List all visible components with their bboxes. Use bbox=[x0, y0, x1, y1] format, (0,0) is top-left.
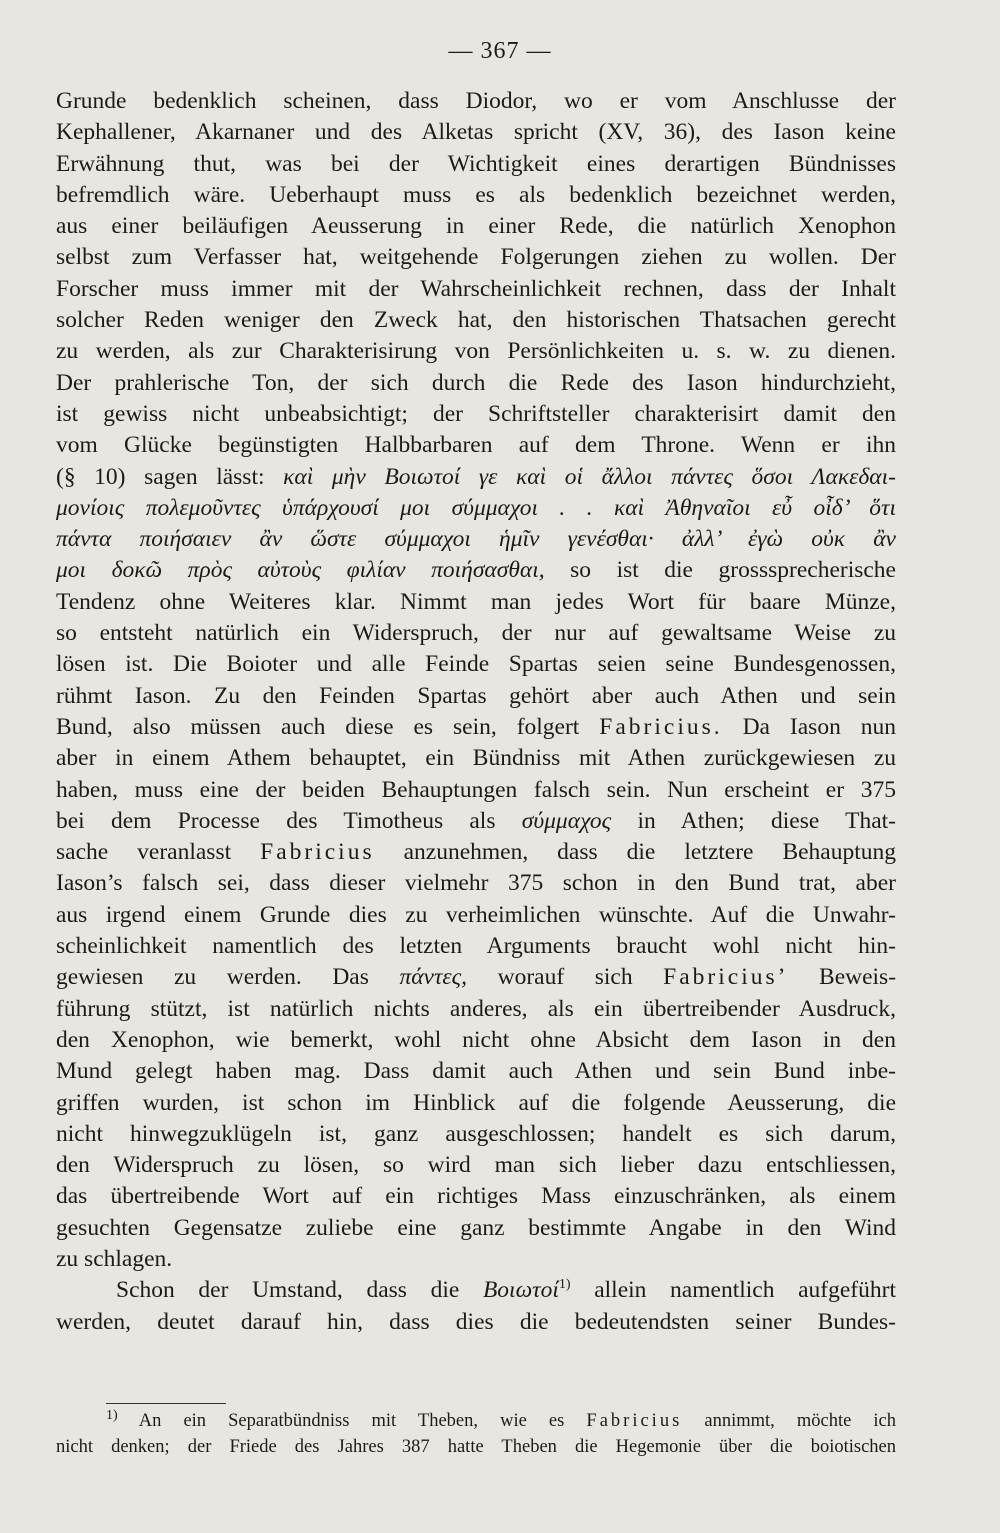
greek-quote-line: πάντα ποιήσαιεν ἂν ὥστε σύμμαχοι ἡμῖν γενέσθαι· ἀλλ’ ἐγὼ οὐκ ἂν bbox=[56, 526, 896, 553]
footnote-line bbox=[56, 1408, 896, 1434]
text-line bbox=[56, 837, 896, 868]
text-segment: sache veranlasst bbox=[56, 839, 232, 866]
page-number: — 367 — bbox=[448, 38, 552, 64]
text-segment: anzunehmen, dass die letztere Behauptung bbox=[403, 839, 897, 866]
text-segment: Bund, also müssen auch diese es sein, folgert bbox=[56, 713, 580, 740]
text-line: gesuchten Gegensatze zuliebe eine ganz bestimmte Angabe in den Wind bbox=[56, 1214, 896, 1241]
text-line bbox=[56, 712, 896, 743]
text-line: vom Glücke begünstigten Halbbarbaren auf dem Throne. Wenn er ihn bbox=[56, 432, 896, 459]
text-line: aus einer beiläufigen Aeusserung in einer Rede, die natürlich Xenophon bbox=[56, 213, 896, 240]
text-line: führung stützt, ist natürlich nichts anderes, als ein übertreibender Ausdruck, bbox=[56, 995, 896, 1022]
text-line: Tendenz ohne Weiteres klar. Nimmt man jedes Wort für baare Münze, bbox=[56, 588, 896, 615]
text-line: lösen ist. Die Boioter und alle Feinde Spartas seien seine Bundesgenossen, bbox=[56, 651, 896, 678]
text-line bbox=[56, 555, 896, 586]
text-segment: annimmt, möchte ich bbox=[704, 1411, 897, 1431]
text-line: Erwähnung thut, was bei der Wichtigkeit eines derartigen Bündnisses bbox=[56, 150, 896, 177]
footnotes bbox=[56, 1408, 896, 1460]
text-line: haben, muss eine der beiden Behauptungen falsch sein. Nun erscheint er 375 bbox=[56, 776, 896, 803]
text-line bbox=[56, 462, 896, 493]
text-line: Iason’s falsch sei, dass dieser vielmehr 375 schon in den Bund trat, aber bbox=[56, 870, 896, 897]
text-segment: so ist die grosssprecherische bbox=[570, 557, 896, 584]
greek-word: πάντες, bbox=[399, 964, 468, 991]
text-line: zu schlagen. bbox=[56, 1245, 173, 1272]
text-line: Forscher muss immer mit der Wahrscheinlichkeit rechnen, dass der Inhalt bbox=[56, 275, 896, 302]
text-line bbox=[56, 962, 896, 993]
text-line: solcher Reden weniger den Zweck hat, den historischen Thatsachen gerecht bbox=[56, 307, 896, 334]
text-line: Kephallener, Akarnaner und des Alketas spricht (XV, 36), des Iason keine bbox=[56, 119, 896, 146]
text-segment: Beweis- bbox=[819, 964, 897, 991]
text-line: den Widerspruch zu lösen, so wird man sich lieber dazu entschliessen, bbox=[56, 1152, 896, 1179]
author-name: Fabricius bbox=[260, 839, 375, 866]
text-line: befremdlich wäre. Ueberhaupt muss es als bedenklich bezeichnet werden, bbox=[56, 181, 896, 208]
text-line: den Xenophon, wie bemerkt, wohl nicht ohne Absicht dem Iason in den bbox=[56, 1026, 896, 1053]
footnote-ref: 1) bbox=[558, 1277, 571, 1293]
text-line: Mund gelegt haben mag. Dass damit auch Athen und sein Bund inbe- bbox=[56, 1058, 896, 1085]
text-line: selbst zum Verfasser hat, weitgehende Folgerungen ziehen zu wollen. Der bbox=[56, 244, 896, 271]
text-segment: An ein Separatbündniss mit Theben, wie es bbox=[138, 1411, 565, 1431]
text-line bbox=[56, 1275, 896, 1306]
footnote-line: nicht denken; der Friede des Jahres 387 hatte Theben die Hegemonie über die boiotischen bbox=[56, 1437, 896, 1457]
author-name: Fabricius. bbox=[599, 713, 723, 740]
text-line: scheinlichkeit namentlich des letzten Arguments braucht wohl nicht hin- bbox=[56, 933, 896, 960]
text-line: zu werden, als zur Charakterisirung von Persönlichkeiten u. s. w. zu dienen. bbox=[56, 338, 896, 365]
text-line: griffen wurden, ist schon im Hinblick auf die folgende Aeusserung, die bbox=[56, 1089, 896, 1116]
text-segment: Da Iason nun bbox=[742, 713, 897, 740]
text-line: nicht hinwegzuklügeln ist, ganz ausgeschlossen; handelt es sich darum, bbox=[56, 1120, 896, 1147]
text-line: Der prahlerische Ton, der sich durch die Rede des Iason hindurchzieht, bbox=[56, 369, 896, 396]
text-segment: Schon der Umstand, dass die bbox=[116, 1277, 460, 1304]
text-segment: (§ 10) sagen lässt: bbox=[56, 463, 265, 490]
text-segment: allein namentlich aufgeführt bbox=[594, 1277, 896, 1304]
text-line: werden, deutet darauf hin, dass dies die bedeutendsten seiner Bundes- bbox=[56, 1308, 896, 1335]
text-line: aus irgend einem Grunde dies zu verheimlichen wünschte. Auf die Unwahr- bbox=[56, 901, 896, 928]
text-line bbox=[56, 806, 896, 837]
text-line: ist gewiss nicht unbeabsichtigt; der Schriftsteller charakterisirt damit den bbox=[56, 400, 896, 427]
text-line: so entsteht natürlich ein Widerspruch, der nur auf gewaltsame Weise zu bbox=[56, 620, 896, 647]
greek-quote-line: μονίοις πολεμοῦντες ὑπάρχουσί μοι σύμμαχοι . . καὶ Ἀθηναῖοι εὖ οἶδ’ ὅτι bbox=[56, 494, 896, 521]
text-segment: in Athen; diese That- bbox=[637, 807, 897, 834]
text-segment: gewiesen zu werden. Das bbox=[56, 964, 369, 991]
author-name: Fabricius bbox=[586, 1411, 683, 1431]
text-line: das übertreibende Wort auf ein richtiges Mass einzuschränken, als einem bbox=[56, 1183, 896, 1210]
greek-word: σύμμαχος bbox=[521, 807, 612, 834]
text-line: aber in einem Athem behauptet, ein Bündniss mit Athen zurückgewiesen zu bbox=[56, 745, 896, 772]
greek-word: Βοιωτοί bbox=[482, 1277, 559, 1304]
footnote-rule bbox=[106, 1403, 226, 1404]
main-text bbox=[56, 86, 896, 1338]
text-line: rühmt Iason. Zu den Feinden Spartas gehört aber auch Athen und sein bbox=[56, 682, 896, 709]
text-segment: worauf sich bbox=[497, 964, 633, 991]
footnote-mark: 1) bbox=[106, 1407, 118, 1423]
text-segment: bei dem Processe des Timotheus als bbox=[56, 807, 496, 834]
greek-quote: μοι δοκῶ πρὸς αὐτοὺς φιλίαν ποιήσασθαι, bbox=[56, 557, 545, 584]
greek-quote: καὶ μὴν Βοιωτοί γε καὶ οἱ ἄλλοι πάντες ὅσοι Λακεδαι- bbox=[283, 463, 897, 490]
author-name: Fabricius’ bbox=[663, 964, 789, 991]
text-line: Grunde bedenklich scheinen, dass Diodor, wo er vom Anschlusse der bbox=[56, 88, 896, 114]
